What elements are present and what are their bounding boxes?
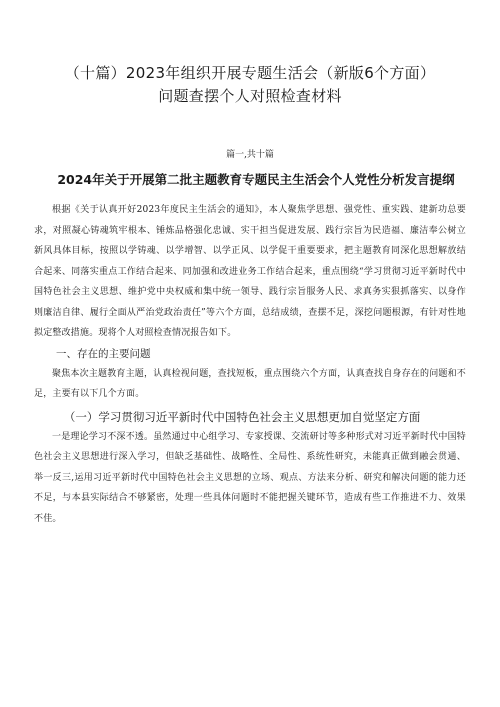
part-label: 篇一,共十篇: [226, 150, 274, 160]
document-title-line-1: （十篇）2023年组织开展专题生活会（新版6个方面）: [64, 64, 436, 82]
document-title-line-2: 问题查摆个人对照检查材料: [158, 87, 342, 105]
intro-paragraph: 根据《关于认真开好2023年度民主生活会的通知》，本人聚焦学思想、强党性、重实践、建新功总要求，对照凝心铸魂筑牢根本、锤炼品格强化忠诚、实干担当促进发展、践行宗旨为民造福、廉洁奉公树立新风具体目标，按照以学铸魂、以学增智、以学正风、以学促干重要要求，把主题教育同深化思想解放结合起来、同落实重点工作结合起来、同加强和改进业务工作结合起来，重点围绕“学习贯彻习近平新时代中国特色社会主义思想、维护党中央权威和集中统一领导、践行宗旨服务人民、求真务实狠抓落实、以身作则廉洁自律、履行全面从严治党政治责任”等六个方面，总结成绩，查摆不足，深挖问题根源，有针对性地拟定整改措施。现将个人对照检查情况报告如下。: [34, 205, 466, 339]
subsection-1-paragraph: 一是理论学习不深不透。虽然通过中心组学习、专家授课、交流研讨等多种形式对习近平新时代中国特色社会主义思想进行深入学习，但缺乏基础性、战略性、全局性、系统性研究，未能真正做到融会贯通、举一反三,运用习近平新时代中国特色社会主义思想的立场、观点、方法来分析、研究和解决问题的能力还不足，与本县实际结合不够紧密，处理一些具体问题时不能把握关键环节，造成有些工作推进不力、效果不佳。: [34, 431, 467, 524]
subsection-1-heading: （一）学习贯彻习近平新时代中国特色社会主义思想更加自觉坚定方面: [63, 409, 421, 424]
document-title: [34, 62, 466, 108]
article-title: 2024年关于开展第二批主题教育专题民主生活会个人党性分析发言提纲: [57, 172, 455, 187]
section-1-heading: 一、存在的主要问题: [56, 347, 151, 360]
section-1-paragraph: 聚焦本次主题教育主题，认真检视问题，查找短板，重点围绕六个方面，认真查找自身存在的问题和不足，主要有以下几个方面。: [34, 368, 467, 400]
